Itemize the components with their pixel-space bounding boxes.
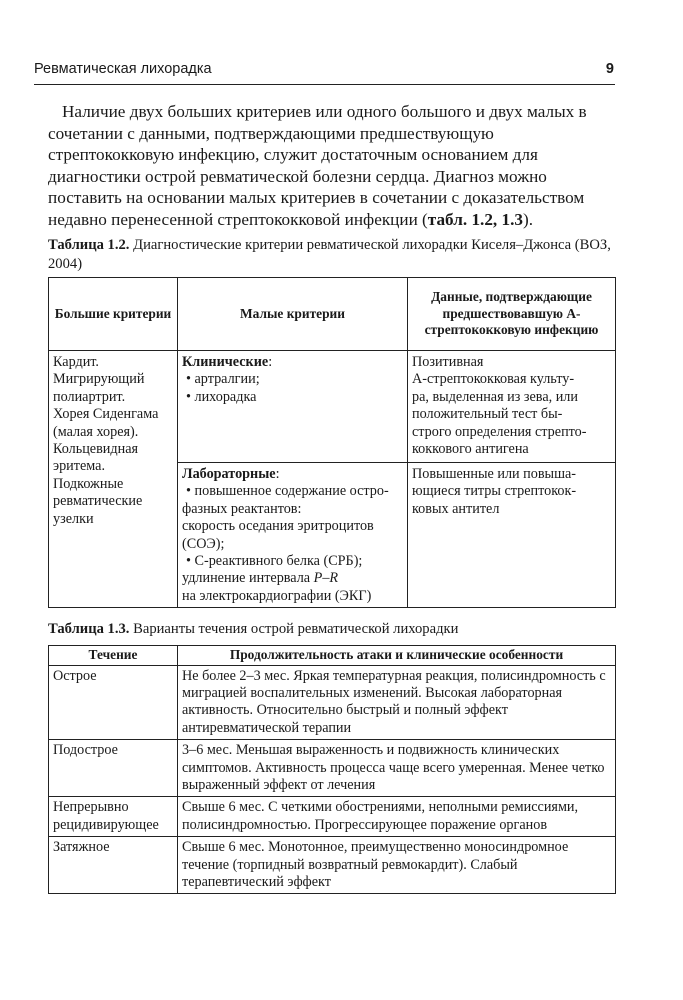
evidence-line: положительный тест бы- [412,406,563,423]
table-1-2-label: Таблица 1.2. [48,237,130,253]
pr-interval: P–R [313,570,339,587]
lab-line: (СОЭ); [182,535,225,552]
evidence-line: Повышенные или повыша- [412,466,577,482]
header-minor-criteria: Малые критерии [178,278,408,351]
lab-block [182,466,403,605]
details-cell: Свыше 6 мес. С четкими обострениями, неполными ремиссиями, полисиндромностью. Прогрессирующее поражение органов [178,797,616,837]
table-reference: табл. 1.2, 1.3 [427,209,524,229]
minor-criteria-cell [178,351,408,608]
table-1-2-row [49,351,616,608]
evidence-divider [408,462,615,463]
table-row [49,797,616,837]
major-line: Мигрирующий [53,371,145,388]
lab-heading [182,466,403,483]
lab-line: на электрокардиографии (ЭКГ) [182,587,372,604]
table-1-3-label: Таблица 1.3. [48,621,130,637]
course-cell: Затяжное [49,837,178,894]
table-row [49,837,616,894]
clinical-heading [182,354,403,371]
table-1-2-header-row [49,278,616,351]
details-cell: Свыше 6 мес. Монотонное, преимущественно моносиндромное течение (торпидный возвратный ревмокардит). Слабый терапевтический эффект [178,837,616,894]
table-1-2-caption [48,236,615,274]
major-criteria-cell [49,351,178,608]
paragraph-text: Наличие двух больших критериев или одного большого и двух малых в сочетании с данными, подтверждающими предшествующую стрептококковую инфекцию, служит достаточным основанием для диагностики острой ревматической болезни сердца. Диагноз можно поставить на основании малых критериев в сочетании с доказательством недавно перенесенной стрептококковой инфекции ( [48,102,587,229]
pr-interval-line [182,570,403,587]
course-cell: Острое [49,665,178,740]
header-strep-evidence: Данные, подтверждающие предшествовавшую А-стрептококковую инфекцию [408,278,616,351]
pr-prefix: удлинение интервала [182,570,314,587]
major-line: ревматические [53,493,143,510]
major-line: узелки [53,510,94,527]
table-1-2-caption-text: Диагностические критерии ревматической лихорадки Киселя–Джонса (ВОЗ, 2004) [48,237,611,272]
lab-colon: : [275,466,280,482]
lab-line: скорость оседания эритроцитов [182,518,374,535]
body-paragraph [48,101,615,230]
evidence-line: коккового антигена [412,441,529,458]
header-course: Течение [49,646,178,666]
major-line: Кардит. [53,354,99,370]
evidence-block-1 [412,354,611,456]
course-cell: Подострое [49,740,178,797]
header-details: Продолжительность атаки и клинические особенности [178,646,616,666]
running-header [34,60,614,78]
major-line: полиартрит. [53,388,126,405]
details-cell: Не более 2–3 мес. Яркая температурная реакция, полисиндромность с миграцией воспалительных изменений. Высокая лабораторная активность. Относительно быстрый и полный эффект антиревматической терапии [178,665,616,740]
table-1-3 [48,645,616,894]
evidence-line: ковых антител [412,500,500,517]
header-rule [34,84,615,85]
lab-line: фазных реактантов: [182,500,302,517]
lab-title: Лабораторные [182,466,276,482]
strep-evidence-cell [408,351,616,608]
lab-line: • С-реактивного белка (СРБ); [186,553,363,570]
running-title: Ревматическая лихорадка [34,61,212,77]
lab-line: • повышенное содержание остро- [186,483,389,500]
clinical-title: Клинические [182,354,269,370]
table-row [49,665,616,740]
clinical-item: • артралгии; [186,371,260,388]
major-line: Подкожные [53,475,124,492]
major-line: Кольцевидная [53,441,139,458]
table-1-2 [48,277,616,608]
major-line: эритема. [53,458,105,475]
clinical-colon: : [268,354,273,370]
evidence-block-2 [412,466,611,518]
paragraph-end: ). [523,209,534,229]
table-row [49,740,616,797]
header-major-criteria: Большие критерии [49,278,178,351]
page-number: 9 [605,61,614,77]
evidence-line: ющиеся титры стрептокок- [412,483,577,500]
details-cell: 3–6 мес. Меньшая выраженность и подвижность клинических симптомов. Активность процесса чаще всего умеренная. Менее четко выраженный эффект от лечения [178,740,616,797]
table-1-3-caption [48,620,615,639]
evidence-line: Позитивная [412,354,484,370]
evidence-line: А-стрептококковая культу- [412,371,575,388]
minor-criteria-divider [178,462,407,463]
clinical-item: • лихорадка [186,388,257,405]
clinical-block [182,354,403,456]
evidence-line: строго определения стрепто- [412,423,587,440]
major-line: Хорея Сиденгама [53,406,159,423]
course-cell: Непрерывно рецидивирующее [49,797,178,837]
table-1-3-caption-text: Варианты течения острой ревматической лихорадки [133,621,459,637]
major-line: (малая хорея). [53,423,139,440]
table-1-3-header-row [49,646,616,666]
evidence-line: ра, выделенная из зева, или [412,388,578,405]
